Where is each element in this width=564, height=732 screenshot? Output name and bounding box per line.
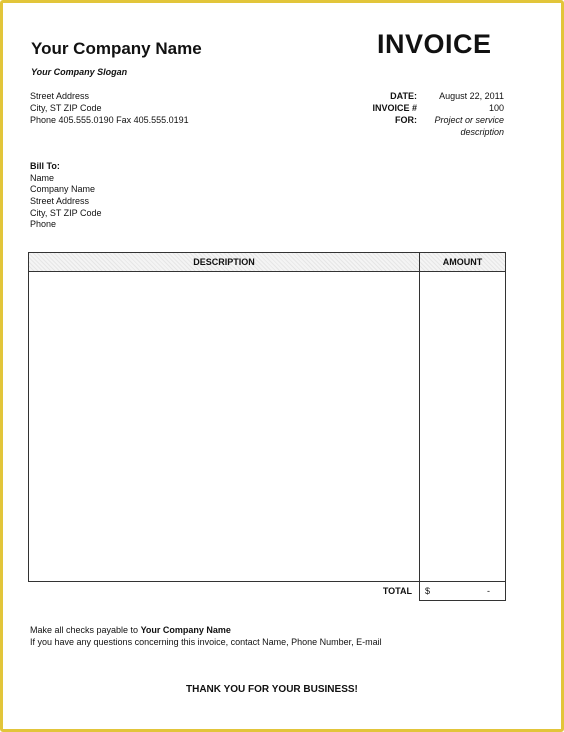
total-amount-cell bbox=[419, 582, 506, 601]
description-header: DESCRIPTION bbox=[29, 253, 420, 272]
company-phone-fax: Phone 405.555.0190 Fax 405.555.0191 bbox=[30, 115, 189, 125]
checks-company: Your Company Name bbox=[140, 625, 231, 635]
bill-to-name: Name bbox=[30, 173, 55, 183]
bill-to-street: Street Address bbox=[30, 196, 90, 206]
bill-to-city: City, ST ZIP Code bbox=[30, 208, 102, 218]
thank-you-message: THANK YOU FOR YOUR BUSINESS! bbox=[186, 684, 358, 695]
company-slogan: Your Company Slogan bbox=[31, 67, 128, 77]
company-street: Street Address bbox=[30, 91, 90, 101]
for-label: FOR: bbox=[395, 115, 417, 125]
bill-to-label: Bill To: bbox=[30, 161, 60, 171]
checks-payable-note bbox=[30, 625, 231, 635]
bill-to-company: Company Name bbox=[30, 184, 96, 194]
company-city: City, ST ZIP Code bbox=[30, 103, 102, 113]
invoice-title: INVOICE bbox=[377, 29, 492, 59]
date-value: August 22, 2011 bbox=[439, 91, 504, 101]
total-label: TOTAL bbox=[382, 586, 412, 596]
questions-note: If you have any questions concerning this invoice, contact Name, Phone Number, E-mail bbox=[30, 637, 382, 647]
line-items-table bbox=[28, 252, 506, 582]
for-value-line2: description bbox=[460, 127, 504, 137]
amount-header: AMOUNT bbox=[420, 253, 505, 272]
invoice-number-value: 100 bbox=[488, 103, 504, 113]
date-label: DATE: bbox=[390, 91, 417, 101]
currency-symbol: $ bbox=[425, 586, 431, 596]
checks-prefix: Make all checks payable to bbox=[30, 625, 141, 635]
column-divider bbox=[419, 272, 420, 581]
company-name: Your Company Name bbox=[31, 39, 202, 58]
for-value-line1: Project or service bbox=[434, 115, 504, 125]
invoice-number-label: INVOICE # bbox=[372, 103, 417, 113]
total-value: - bbox=[487, 586, 490, 596]
bill-to-phone: Phone bbox=[30, 219, 57, 229]
